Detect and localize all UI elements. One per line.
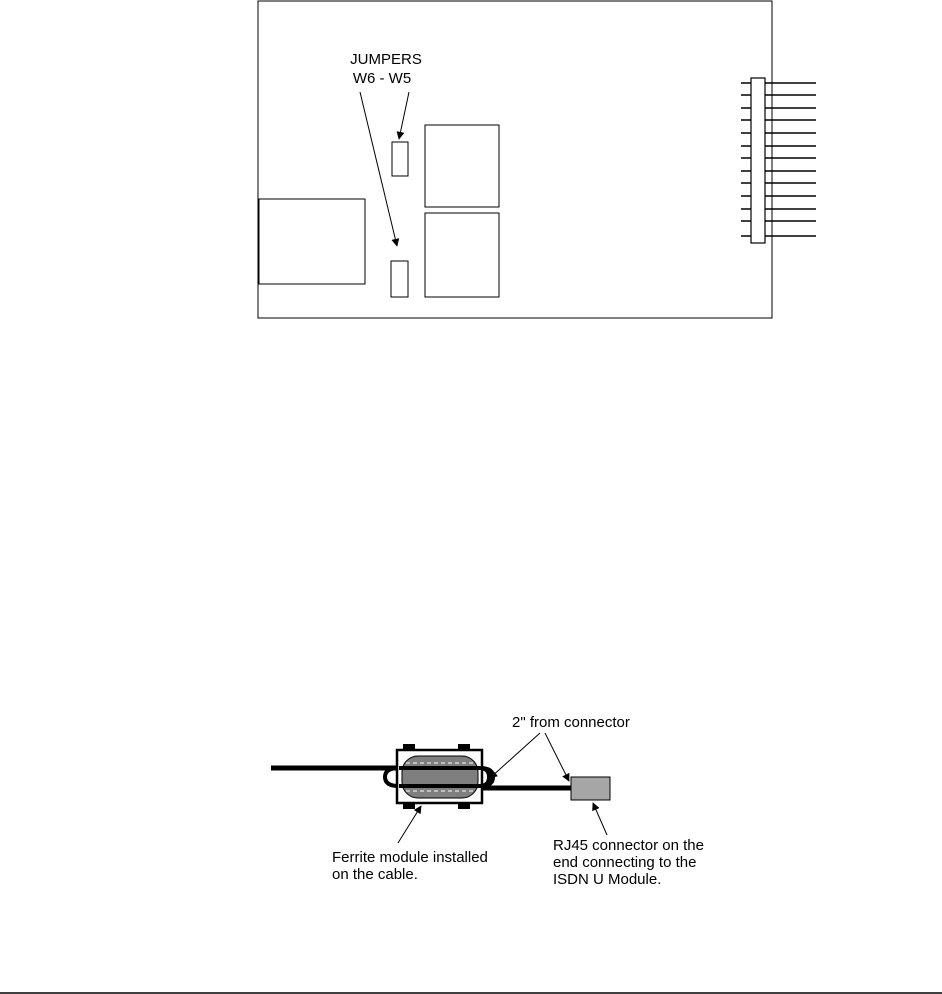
board-chip-upper: [425, 125, 499, 207]
jumper-w6: [392, 142, 408, 176]
ferrite-module: [397, 744, 489, 809]
connector-caption-line1: RJ45 connector on the: [553, 837, 704, 854]
arrow-to-rj45: [593, 803, 607, 835]
ferrite-caption-line1: Ferrite module installed: [332, 849, 488, 866]
ferrite-cable-figure: [271, 714, 704, 888]
arrow-distance-to-loop: [490, 733, 540, 778]
board-chip-lower: [425, 213, 499, 297]
distance-label: 2" from connector: [512, 714, 630, 731]
arrow-to-ferrite: [398, 806, 421, 843]
jumpers-label-line1: JUMPERS: [350, 51, 422, 68]
connector-caption-line2: end connecting to the: [553, 854, 697, 871]
jumper-w5: [391, 261, 408, 297]
ferrite-caption-line2: on the cable.: [332, 866, 418, 883]
circuit-board-figure: [258, 1, 816, 318]
arrow-distance-to-connector: [545, 733, 569, 781]
jumpers-label-line2: W6 - W5: [352, 70, 412, 87]
connector-caption-line3: ISDN U Module.: [553, 871, 662, 888]
edge-connector-housing: [751, 78, 765, 243]
edge-connector-pins-right: [765, 83, 816, 236]
rj45-connector: [571, 777, 610, 800]
edge-connector: [741, 78, 816, 243]
board-component-left-block: [259, 199, 365, 284]
ferrite-core: [402, 756, 478, 798]
